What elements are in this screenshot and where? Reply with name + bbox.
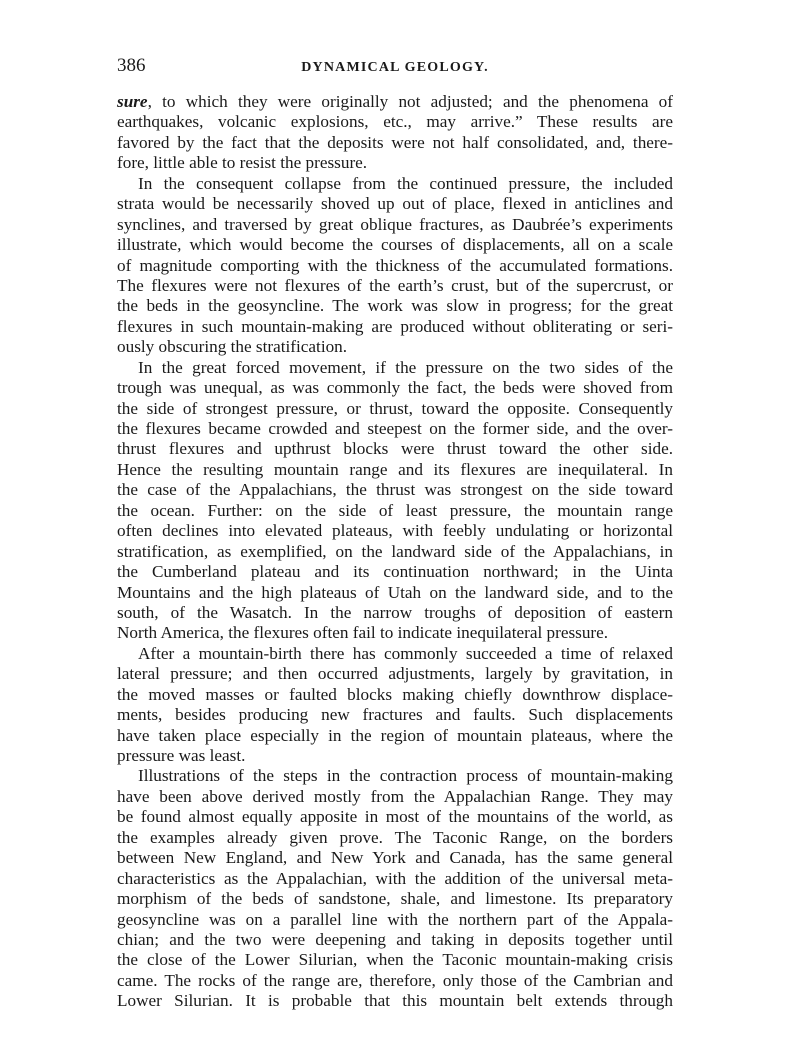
text-line: thrust flexures and upthrust blocks were thrust toward the other side.	[117, 439, 673, 459]
text-line: between New England, and New York and Canada, has the same general	[117, 848, 673, 868]
text-line: Mountains and the high plateaus of Utah on the landward side, and to the	[117, 582, 673, 602]
page-number: 386	[117, 55, 146, 76]
text-line: favored by the fact that the deposits were not half consolidated, and, there-	[117, 132, 673, 152]
text-line: the side of strongest pressure, or thrust, toward the opposite. Consequently	[117, 398, 673, 418]
text-line: the examples already given prove. The Taconic Range, on the borders	[117, 827, 673, 847]
running-title: DYNAMICAL GEOLOGY.	[301, 60, 489, 75]
text-line: characteristics as the Appalachian, with the addition of the universal meta-	[117, 868, 673, 888]
text-line: The flexures were not flexures of the earth’s crust, but of the supercrust, or	[117, 275, 673, 295]
italic-lead-word: sure	[117, 92, 148, 111]
text-line: stratification, as exemplified, on the landward side of the Appalachians, in	[117, 541, 673, 561]
text-line: have been above derived mostly from the Appalachian Range. They may	[117, 786, 673, 806]
book-page	[117, 56, 673, 1012]
text-line: the flexures became crowded and steepest on the former side, and the over-	[117, 419, 673, 438]
text-line: earthquakes, volcanic explosions, etc., may arrive.” These results are	[117, 112, 673, 132]
text-line: the ocean. Further: on the side of least pressure, the mountain range	[117, 500, 673, 520]
text-line: trough was unequal, as was commonly the fact, the beds were shoved from	[117, 378, 673, 398]
text-line: the close of the Lower Silurian, when the Taconic mountain-making crisis	[117, 950, 673, 970]
text-line: ments, besides producing new fractures and faults. Such displacements	[117, 705, 673, 725]
text-line: flexures in such mountain-making are produced without obliterating or seri-	[117, 316, 673, 336]
text-line: of magnitude comporting with the thickness of the accumulated formations.	[117, 255, 673, 275]
text-line: Hence the resulting mountain range and its flexures are inequilateral. In	[117, 459, 673, 479]
text-line: pressure was least.	[117, 746, 246, 765]
body-text	[117, 92, 673, 1012]
paragraph	[117, 174, 673, 358]
text-line: Illustrations of the steps in the contraction process of mountain-making	[138, 766, 673, 786]
paragraph	[117, 358, 673, 644]
text-line: North America, the flexures often fail to indicate inequilateral pressure.	[117, 623, 609, 643]
text-line: often declines into elevated plateaus, with feebly undulating or horizontal	[117, 521, 673, 541]
text-line: In the consequent collapse from the continued pressure, the included	[138, 173, 673, 193]
paragraph	[117, 766, 673, 1011]
text-line: be found almost equally apposite in most of the mountains of the world, as	[117, 807, 673, 827]
text-line: the beds in the geosyncline. The work was slow in progress; for the great	[117, 296, 673, 316]
text-line: fore, little able to resist the pressure.	[117, 153, 368, 173]
text-line: the moved masses or faulted blocks making chiefly downthrow displace-	[117, 684, 673, 704]
text-line: have taken place especially in the region of mountain plateaus, where the	[117, 725, 673, 745]
text-line: came. The rocks of the range are, therefore, only those of the Cambrian and	[117, 970, 673, 990]
text-line: south, of the Wasatch. In the narrow troughs of deposition of eastern	[117, 602, 673, 622]
text-line: illustrate, which would become the courses of displacements, all on a scale	[117, 235, 673, 255]
text-line: morphism of the beds of sandstone, shale, and limestone. Its preparatory	[117, 889, 673, 909]
paragraph	[117, 644, 673, 767]
text-line: ously obscuring the stratification.	[117, 337, 348, 357]
text-line: After a mountain-birth there has commonly succeeded a time of relaxed	[138, 643, 673, 663]
text-line: strata would be necessarily shoved up out of place, flexed in anticlines and	[117, 194, 673, 214]
text-line: geosyncline was on a parallel line with the northern part of the Appala-	[117, 909, 673, 929]
text-line: In the great forced movement, if the pressure on the two sides of the	[138, 357, 673, 377]
text-line: the case of the Appalachians, the thrust was strongest on the side toward	[117, 480, 673, 500]
running-head	[117, 56, 673, 80]
text-line: chian; and the two were deepening and taking in deposits together until	[117, 929, 673, 949]
text-line: Lower Silurian. It is probable that this mountain belt extends through	[117, 991, 673, 1011]
text-line: sure, to which they were originally not adjusted; and the phenomena of	[117, 92, 673, 111]
text-line: the Cumberland plateau and its continuation northward; in the Uinta	[117, 562, 673, 582]
text-line: synclines, and traversed by great oblique fractures, as Daubrée’s experiments	[117, 214, 673, 234]
paragraph	[117, 92, 673, 174]
text-line: lateral pressure; and then occurred adjustments, largely by gravitation, in	[117, 664, 673, 684]
